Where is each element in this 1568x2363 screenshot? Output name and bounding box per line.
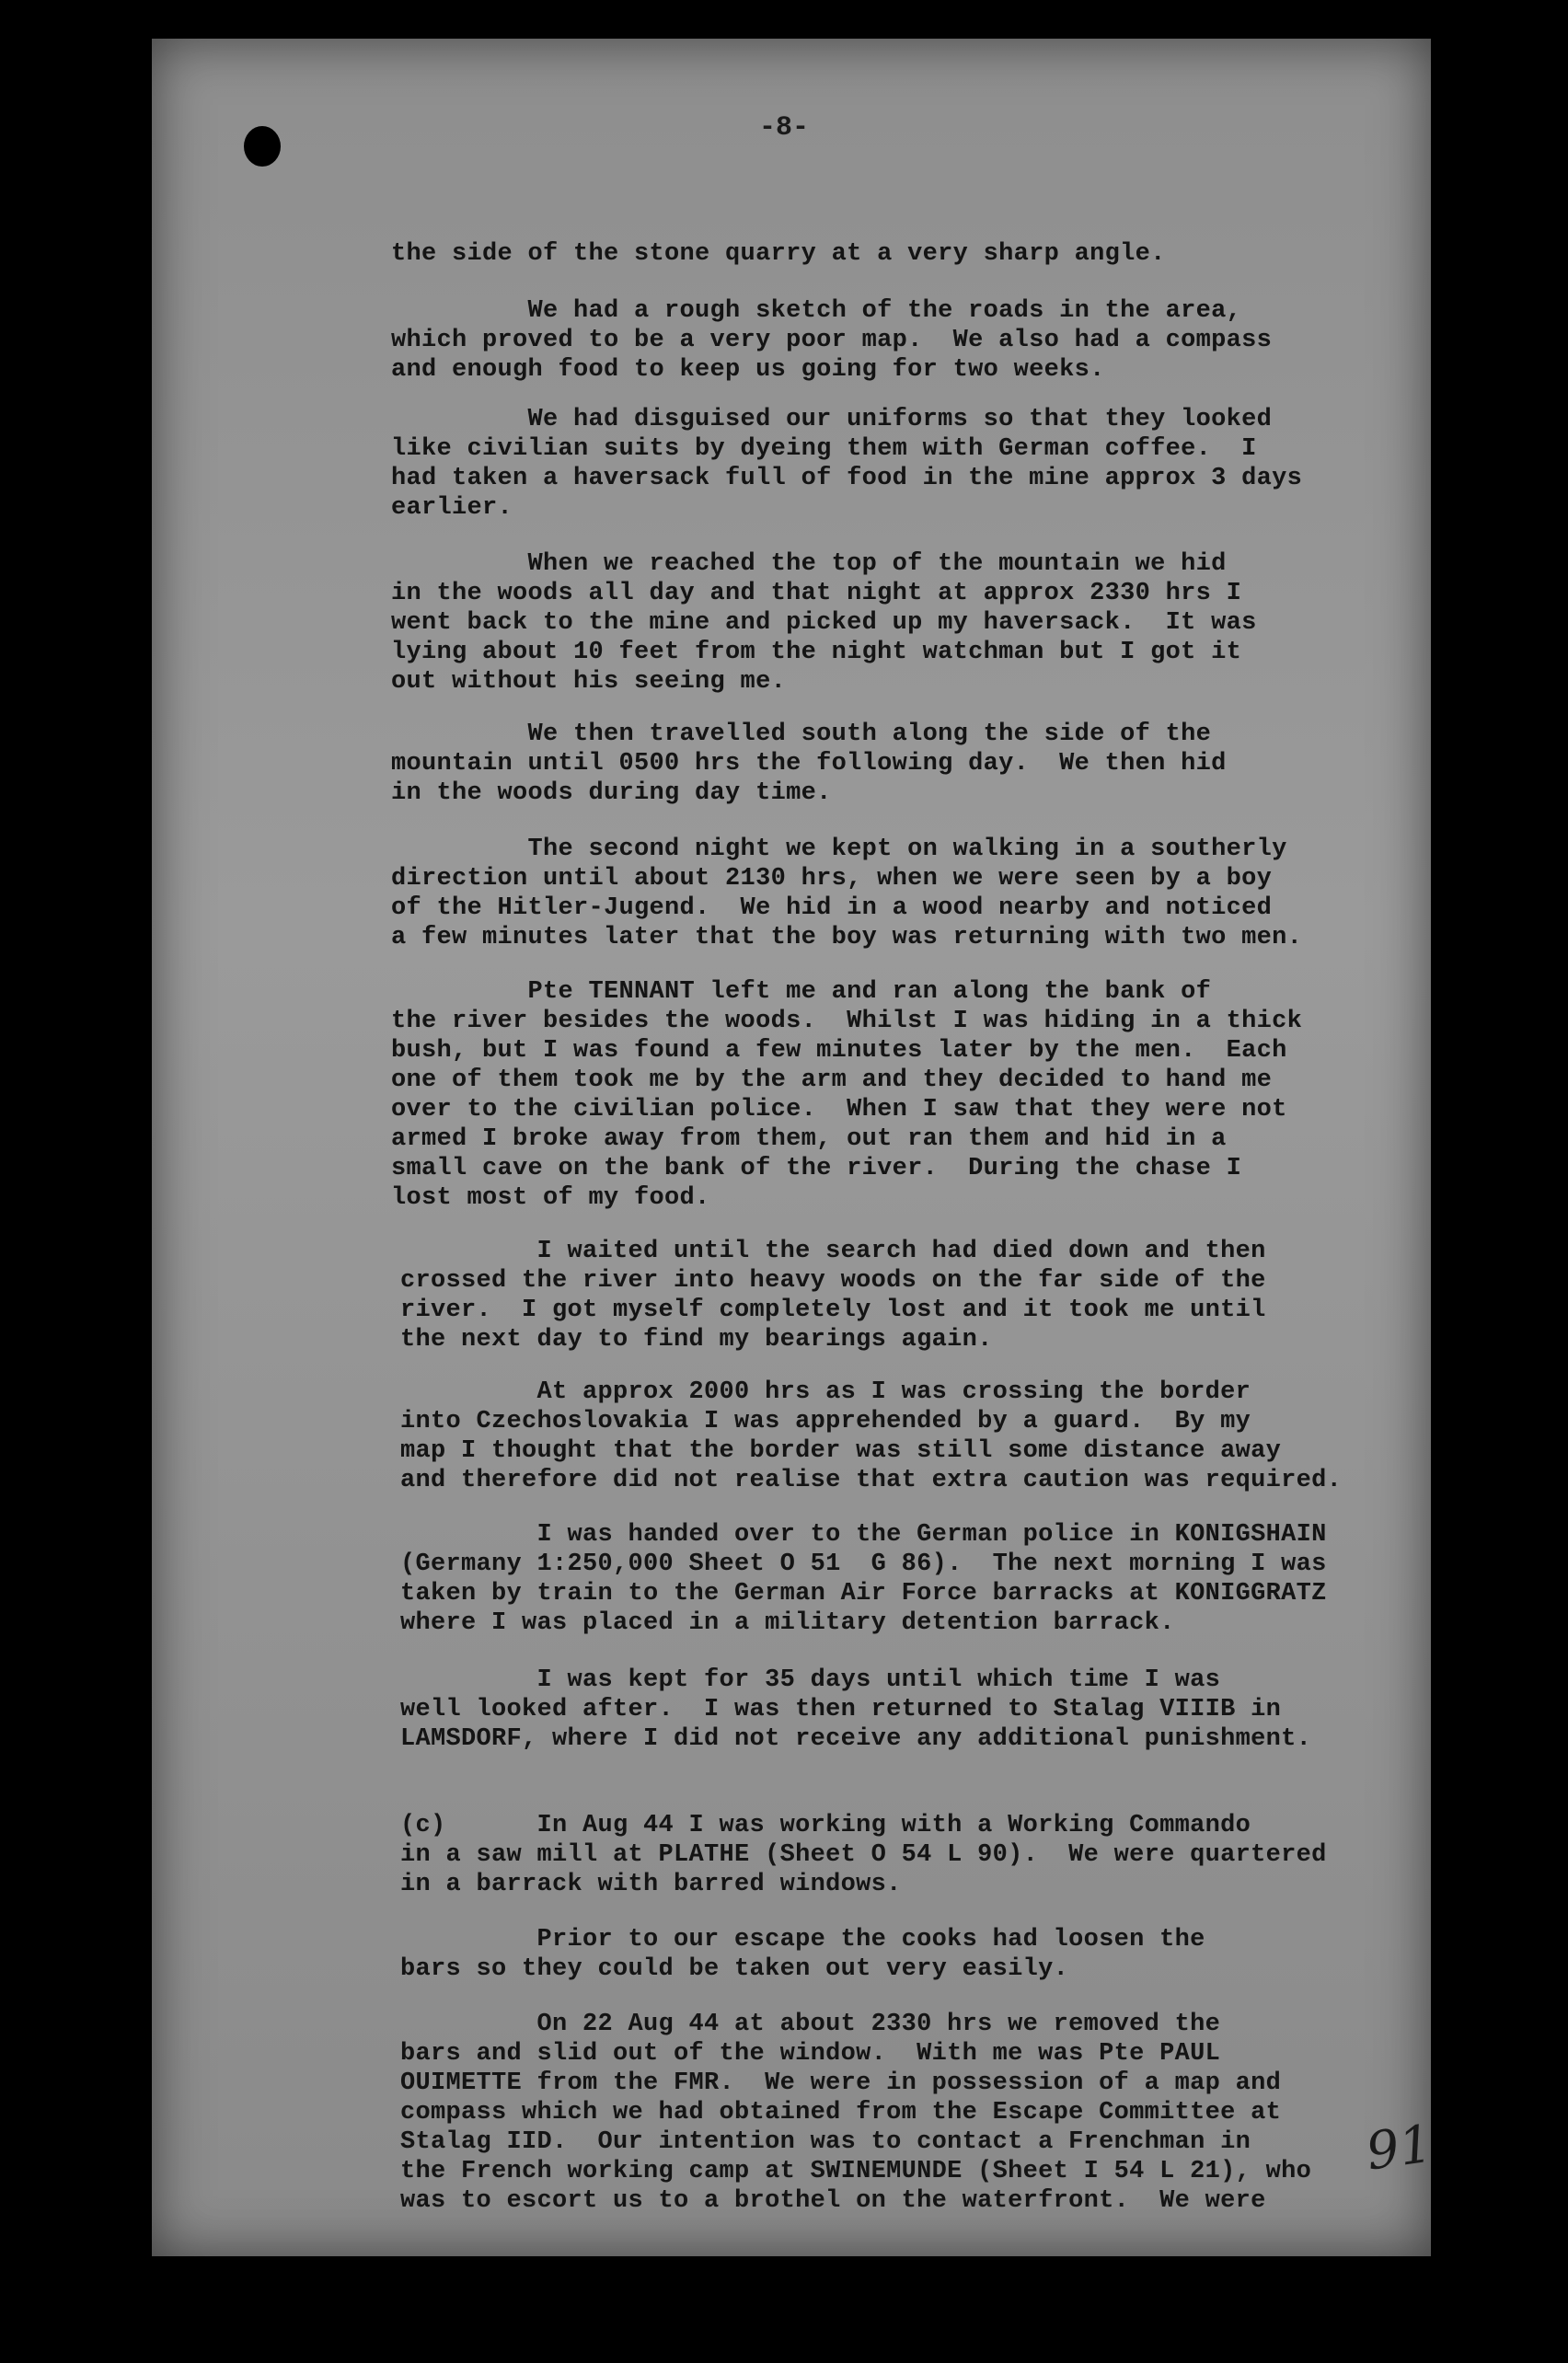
paragraph-1: the side of the stone quarry at a very sharp angle. <box>391 240 1166 268</box>
paragraph-4: When we reached the top of the mountain we hid in the woods all day and that night at approx 2330 hrs I went back to the mine and picked up my haversack. It was lying about 10 feet from the night watchman but I got it out without his seeing me. <box>391 550 1257 696</box>
paragraph-12: (c) In Aug 44 I was working with a Working Commando in a saw mill at PLATHE (Sheet O 54 L 90). We were quartered in a barrack with barred windows. <box>400 1812 1327 1898</box>
paragraph-9: At approx 2000 hrs as I was crossing the border into Czechoslovakia I was apprehended by a guard. By my map I thought that the border was still some distance away and therefore did not realise that extra caution was required. <box>400 1378 1343 1494</box>
punch-hole <box>244 126 281 167</box>
document-page <box>152 39 1436 2256</box>
paragraph-7: Pte TENNANT left me and ran along the bank of the river besides the woods. Whilst I was hiding in a thick bush, but I was found a few minutes later by the men. Each one of them took me by the arm and they decided to hand me over to the civilian police. When I saw that they were not armed I broke away from them, out ran them and hid in a small cave on the bank of the river. During the chase I lost most of my food. <box>391 978 1303 1212</box>
paragraph-5: We then travelled south along the side of the mountain until 0500 hrs the following day. We then hid in the woods during day time. <box>391 720 1227 807</box>
paragraph-3: We had disguised our uniforms so that they looked like civilian suits by dyeing them with German coffee. I had taken a haversack full of food in the mine approx 3 days earlier. <box>391 406 1303 522</box>
paragraph-10: I was handed over to the German police in KONIGSHAIN (Germany 1:250,000 Sheet O 51 G 86). The next morning I was taken by train to the German Air Force barracks at KONIGGRATZ where I was placed in a military detention barrack. <box>400 1521 1327 1637</box>
paragraph-2: We had a rough sketch of the roads in the area, which proved to be a very poor map. We also had a compass and enough food to keep us going for two weeks. <box>391 297 1273 384</box>
paragraph-8: I waited until the search had died down and then crossed the river into heavy woods on the far side of the river. I got myself completely lost and it took me until the next day to find my bearings again. <box>400 1238 1266 1354</box>
paragraph-13: Prior to our escape the cooks had loosen the bars so they could be taken out very easily. <box>400 1926 1205 1983</box>
paragraph-6: The second night we kept on walking in a southerly direction until about 2130 hrs, when we were seen by a boy of the Hitler-Jugend. We hid in a wood nearby and noticed a few minutes later that the boy was returning with two men. <box>391 836 1303 951</box>
page-number: -8- <box>759 112 810 144</box>
handwritten-annotation: 91 <box>1362 2114 1436 2183</box>
paragraph-14: On 22 Aug 44 at about 2330 hrs we removed the bars and slid out of the window. With me was Pte PAUL OUIMETTE from the FMR. We were in possession of a map and compass which we had obtained from the Escape Committee at Stalag IID. Our intention was to contact a Frenchman in the French working camp at SWINEMUNDE (Sheet I 54 L 21), who was to escort us to a brothel on the waterfront. We were <box>400 2011 1312 2215</box>
paragraph-11: I was kept for 35 days until which time I was well looked after. I was then returned to Stalag VIIIB in LAMSDORF, where I did not receive any additional punishment. <box>400 1666 1312 1753</box>
